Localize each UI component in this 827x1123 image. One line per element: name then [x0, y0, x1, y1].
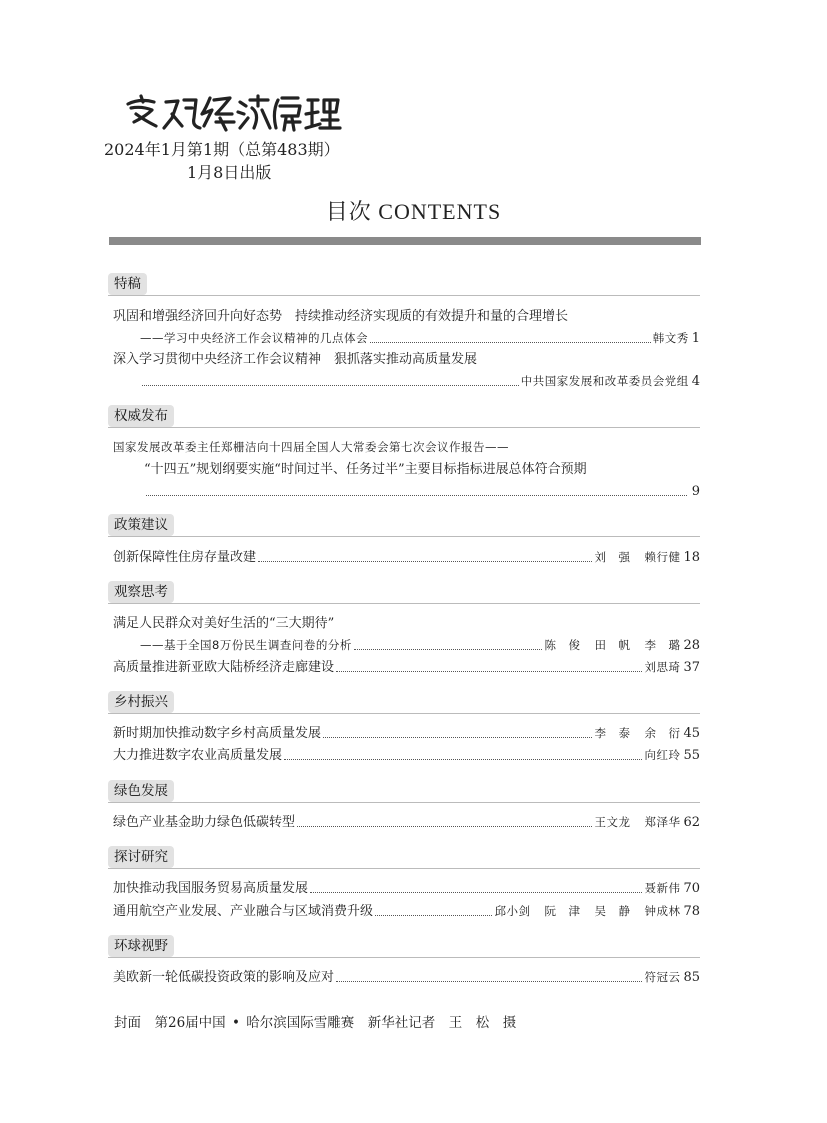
- toc-entry[interactable]: [113, 880, 700, 897]
- title-rule: [109, 237, 701, 245]
- dot-leader: [323, 737, 592, 738]
- toc-entry[interactable]: [140, 637, 700, 654]
- cover-caption: 封面 第26届中国 • 哈尔滨国际雪雕赛 新华社记者 王 松 摄: [114, 1015, 517, 1031]
- article-author: 吴 静: [594, 904, 631, 918]
- section-header: 探讨研究: [108, 846, 174, 868]
- section-divider: [108, 868, 700, 869]
- toc-entry[interactable]: [113, 725, 700, 742]
- toc-entry[interactable]: [144, 483, 700, 500]
- toc-entry[interactable]: [113, 814, 700, 831]
- article-author: 韩文秀: [652, 331, 689, 345]
- section-divider: [108, 713, 700, 714]
- page-number: 85: [683, 970, 700, 985]
- article-author: 刘 强: [594, 550, 631, 564]
- section-header: 绿色发展: [108, 780, 174, 802]
- article-title: 通用航空产业发展、产业融合与区域消费升级: [113, 904, 374, 919]
- article-title: 美欧新一轮低碳投资政策的影响及应对: [113, 970, 335, 985]
- article-subtitle: ——基于全国8万份民生调查问卷的分析: [140, 638, 352, 652]
- section-header: 乡村振兴: [108, 691, 174, 713]
- dot-leader: [297, 826, 592, 827]
- page-number: 9: [691, 484, 700, 499]
- dot-leader: [354, 649, 543, 650]
- toc-entry[interactable]: [113, 747, 700, 764]
- page-number: 37: [683, 660, 700, 675]
- article-author: 郑泽华: [644, 815, 681, 829]
- article-author: 符冠云: [644, 970, 681, 984]
- page-number: 70: [683, 881, 700, 896]
- section-header: 环球视野: [108, 935, 174, 957]
- dot-leader: [146, 495, 687, 496]
- article-author: 邱小剑: [494, 904, 531, 918]
- toc-entry[interactable]: [140, 373, 700, 390]
- toc-entry[interactable]: [113, 969, 700, 986]
- article-author: 阮 津: [544, 904, 581, 918]
- dot-leader: [284, 759, 642, 760]
- article-author: 聂新伟: [644, 881, 681, 895]
- dot-leader: [336, 981, 642, 982]
- article-author: 余 衍: [644, 726, 681, 740]
- article-title: 大力推进数字农业高质量发展: [113, 748, 283, 763]
- article-title[interactable]: 国家发展改革委主任郑栅洁向十四届全国人大常委会第七次会议作报告——: [113, 440, 509, 454]
- article-title[interactable]: 巩固和增强经济回升向好态势 持续推动经济实现质的有效提升和量的合理增长: [113, 309, 569, 324]
- section-divider: [108, 536, 700, 537]
- article-author: 向红玲: [644, 748, 681, 762]
- section-divider: [108, 603, 700, 604]
- section-divider: [108, 295, 700, 296]
- section-header: 观察思考: [108, 581, 174, 603]
- article-author: 李 璐: [644, 638, 681, 652]
- page-number: 78: [683, 904, 700, 919]
- article-title: 新时期加快推动数字乡村高质量发展: [113, 726, 322, 741]
- page-number: 45: [683, 726, 700, 741]
- dot-leader: [375, 915, 492, 916]
- issue-line: 2024年1月第1期（总第483期）: [104, 140, 340, 159]
- dot-leader: [370, 342, 651, 343]
- article-subtitle: ——学习中央经济工作会议精神的几点体会: [140, 331, 368, 345]
- article-author: 中共国家发展和改革委员会党组: [520, 374, 689, 388]
- page-number: 1: [691, 331, 700, 346]
- article-author: 王文龙: [594, 815, 631, 829]
- article-title: 高质量推进新亚欧大陆桥经济走廊建设: [113, 660, 335, 675]
- page-number: 62: [683, 815, 700, 830]
- article-title[interactable]: 满足人民群众对美好生活的“三大期待”: [113, 616, 335, 631]
- toc-entry[interactable]: [113, 549, 700, 566]
- article-author: 田 帆: [594, 638, 631, 652]
- article-author: 赖行健: [644, 550, 681, 564]
- section-divider: [108, 957, 700, 958]
- publish-date: 1月8日出版: [187, 163, 272, 182]
- article-subtitle[interactable]: “十四五”规划纲要实施“时间过半、任务过半”主要目标指标进展总体符合预期: [144, 462, 587, 477]
- dot-leader: [258, 561, 592, 562]
- page-number: 4: [691, 374, 700, 389]
- masthead-logo: [122, 92, 342, 136]
- article-title: 加快推动我国服务贸易高质量发展: [113, 881, 309, 896]
- toc-entry[interactable]: [113, 903, 700, 920]
- article-author: 李 泰: [594, 726, 631, 740]
- dot-leader: [336, 671, 642, 672]
- section-divider: [108, 802, 700, 803]
- section-header: 权威发布: [108, 405, 174, 427]
- section-header: 政策建议: [108, 514, 174, 536]
- article-author: 陈 俊: [544, 638, 581, 652]
- page-number: 18: [683, 550, 700, 565]
- article-title[interactable]: 深入学习贯彻中央经济工作会议精神 狠抓落实推动高质量发展: [113, 352, 478, 367]
- dot-leader: [310, 892, 642, 893]
- article-title: 绿色产业基金助力绿色低碳转型: [113, 815, 296, 830]
- section-divider: [108, 427, 700, 428]
- page-number: 55: [683, 748, 700, 763]
- toc-entry[interactable]: [140, 330, 700, 347]
- toc-entry[interactable]: [113, 659, 700, 676]
- section-header: 特稿: [108, 273, 147, 295]
- article-title: 创新保障性住房存量改建: [113, 550, 257, 565]
- dot-leader: [142, 385, 519, 386]
- article-author: 钟成林: [644, 904, 681, 918]
- article-author: 刘思琦: [644, 660, 681, 674]
- contents-title: 目次 CONTENTS: [325, 199, 502, 224]
- page-number: 28: [683, 638, 700, 653]
